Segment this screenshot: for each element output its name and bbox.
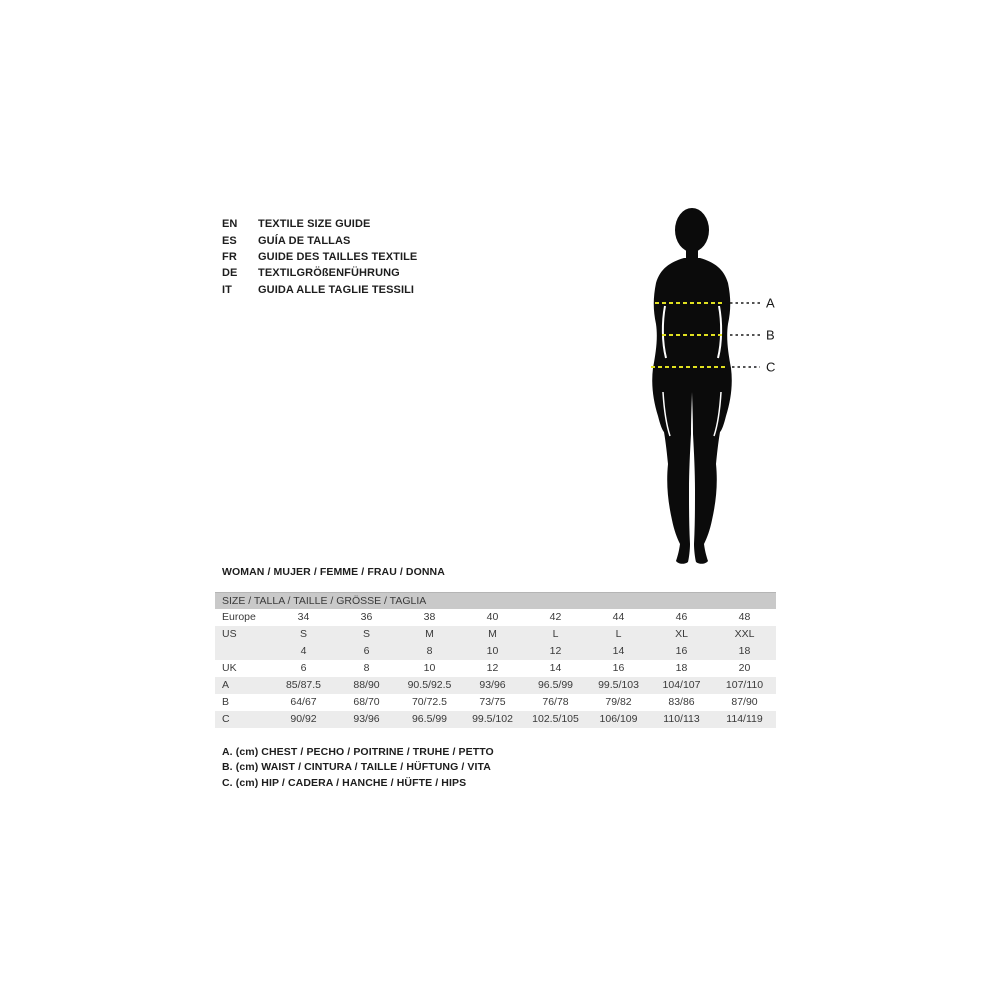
size-cell: 70/72.5 [411,696,448,708]
size-cell: XL [675,628,688,640]
size-cell: 16 [612,662,625,674]
language-row [222,232,417,248]
table-row [215,677,776,694]
size-cell: 16 [675,645,688,657]
size-cell: 34 [297,611,310,623]
size-cell: L [552,628,559,640]
size-cell: 99.5/102 [472,713,513,725]
woman-silhouette [652,208,732,564]
row-label [215,643,272,660]
size-cell: 85/87.5 [285,679,322,691]
size-cell: 93/96 [353,713,380,725]
size-cell: 42 [549,611,562,623]
size-cell: 93/96 [479,679,506,691]
size-cell: 96.5/99 [411,713,448,725]
size-cell: 6 [363,645,370,657]
row-label: UK [222,662,237,674]
language-row [222,265,417,281]
size-cell: 106/109 [599,713,638,725]
size-cell: 104/107 [662,679,701,691]
size-table-body [215,609,776,728]
language-label: GUIDA ALLE TAGLIE TESSILI [258,283,415,296]
table-row [215,643,776,660]
row-label: C [222,713,230,725]
size-cell: S [299,628,307,640]
size-cell: 12 [549,645,562,657]
size-cell: 44 [612,611,625,623]
language-code: DE [222,267,238,280]
language-list [222,216,417,298]
language-code: FR [222,250,237,263]
size-cell: 96.5/99 [537,679,574,691]
gender-heading: WOMAN / MUJER / FEMME / FRAU / DONNA [222,566,445,578]
language-code: ES [222,234,237,247]
size-cell: 36 [360,611,373,623]
language-row [222,216,417,232]
size-cell: 88/90 [353,679,380,691]
row-label: Europe [222,611,256,623]
size-cell: 40 [486,611,499,623]
language-label: GUIDE DES TAILLES TEXTILE [258,250,418,263]
measure-label-a: A [766,295,775,311]
size-cell: 107/110 [725,679,764,691]
size-cell: 6 [300,662,307,674]
legend-line: C. (cm) HIP / CADERA / HANCHE / HÜFTE / HIPS [222,776,467,789]
figure-wrap [620,200,800,575]
size-cell: 90/92 [290,713,317,725]
measure-label-c: C [766,359,776,375]
language-label: TEXTILE SIZE GUIDE [258,218,371,231]
size-cell: 79/82 [605,696,632,708]
table-row [215,609,776,626]
table-row [215,694,776,711]
legend [222,746,494,792]
size-cell: 73/75 [479,696,506,708]
table-row [215,626,776,643]
language-row [222,282,417,298]
size-cell: 8 [426,645,433,657]
figure-canvas [620,200,800,575]
size-cell: 20 [738,662,751,674]
row-label: B [222,696,230,708]
size-table [215,592,776,728]
row-label: A [222,679,230,691]
size-cell: 76/78 [542,696,569,708]
table-row [215,711,776,728]
size-cell: 14 [549,662,562,674]
language-label: TEXTILGRÖßENFÜHRUNG [258,267,400,280]
size-cell: 38 [423,611,436,623]
size-cell: XXL [734,628,755,640]
size-cell: 110/113 [663,713,700,725]
size-cell: S [362,628,370,640]
size-cell: 64/67 [290,696,317,708]
size-cell: 46 [675,611,688,623]
language-row [222,249,417,265]
size-cell: 48 [738,611,751,623]
legend-line: B. (cm) WAIST / CINTURA / TAILLE / HÜFTUNG / VITA [222,761,491,774]
size-cell: 68/70 [353,696,380,708]
legend-line: A. (cm) CHEST / PECHO / POITRINE / TRUHE / PETTO [222,746,494,758]
table-row [215,660,776,677]
size-cell: 18 [738,645,751,657]
size-cell: 87/90 [731,696,758,708]
language-label: GUÍA DE TALLAS [258,234,351,247]
size-cell: 90.5/92.5 [407,679,452,691]
size-cell: 18 [675,662,688,674]
size-cell: 102.5/105 [532,713,579,725]
size-cell: M [425,628,434,640]
size-cell: M [488,628,497,640]
measure-label-b: B [766,327,775,343]
language-code: EN [222,218,238,231]
row-label: US [222,628,237,640]
size-cell: 10 [486,645,499,657]
size-cell: 83/86 [668,696,695,708]
size-cell: 99.5/103 [598,679,639,691]
size-cell: 10 [423,662,436,674]
size-table-header: SIZE / TALLA / TAILLE / GRÖSSE / TAGLIA [215,592,776,609]
size-cell: 12 [486,662,499,674]
size-cell: 114/119 [726,713,763,725]
size-cell: 8 [363,662,370,674]
size-cell: 4 [300,645,307,657]
language-code: IT [222,283,232,296]
size-cell: L [615,628,622,640]
size-cell: 14 [612,645,625,657]
